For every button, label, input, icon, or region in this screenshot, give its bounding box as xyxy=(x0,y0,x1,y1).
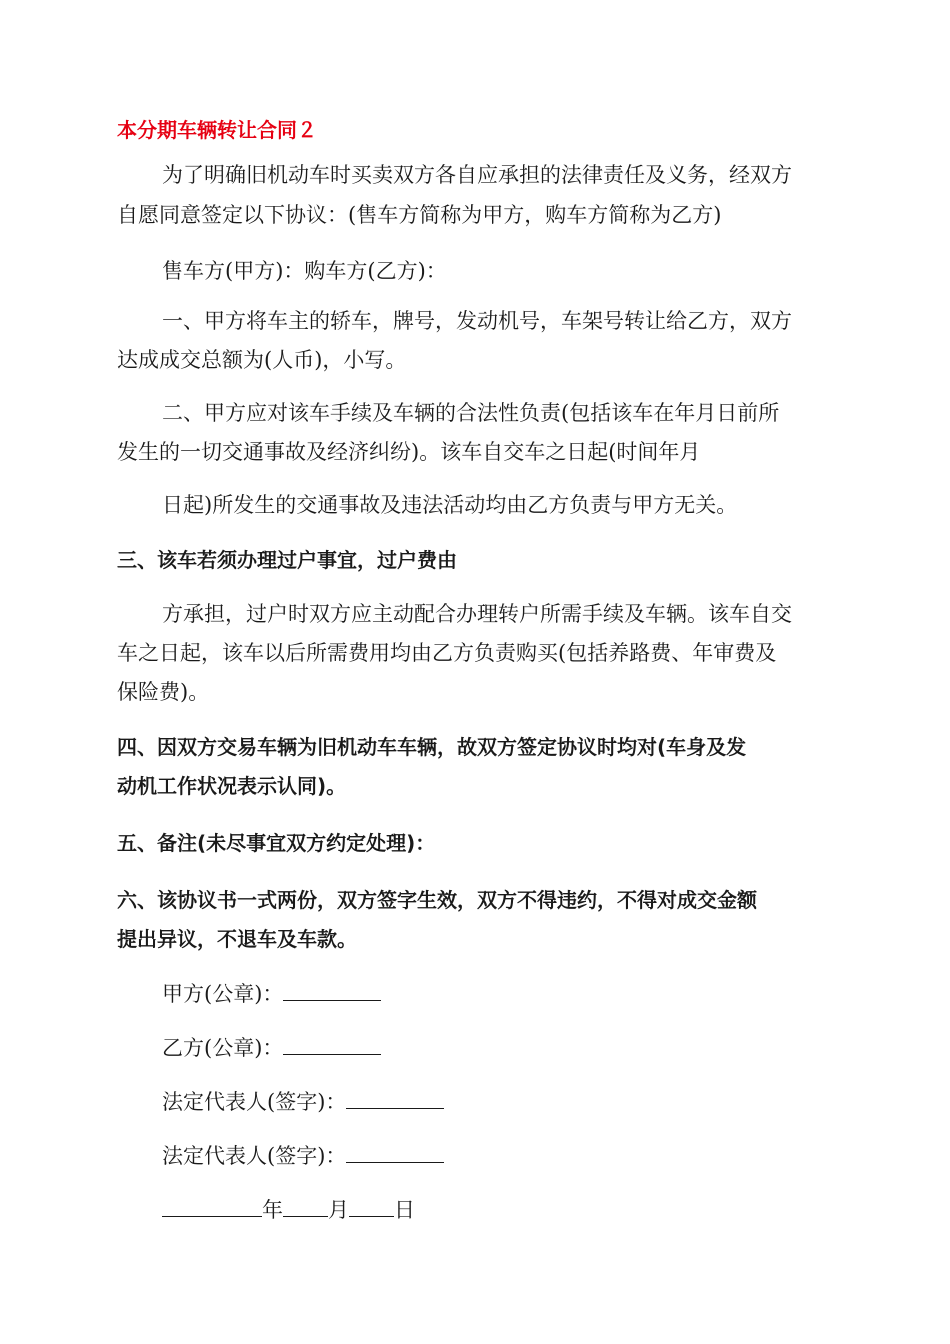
clause4-line-1: 四、因双方交易车辆为旧机动车车辆，故双方签定协议时均对(车身及发 xyxy=(117,735,747,759)
signature-party-a xyxy=(162,980,381,1007)
intro-line-2: 自愿同意签定以下协议：(售车方简称为甲方，购车方简称为乙方) xyxy=(117,203,722,227)
signature-legal-rep-1 xyxy=(162,1088,444,1115)
signature-party-a-label: 甲方(公章)： xyxy=(162,982,284,1006)
date-month-label: 月 xyxy=(328,1198,349,1222)
signature-legal-rep-2-label: 法定代表人(签字)： xyxy=(162,1144,347,1168)
date-line xyxy=(162,1196,415,1223)
date-month-blank[interactable] xyxy=(283,1196,328,1217)
clause3-line-2: 车之日起，该车以后所需费用均由乙方负责购买(包括养路费、年审费及 xyxy=(117,641,777,665)
date-day-label: 日 xyxy=(394,1198,415,1222)
parties-line: 售车方(甲方)：购车方(乙方)： xyxy=(162,259,447,283)
clause1-line-2: 达成成交总额为(人币)，小写。 xyxy=(117,348,407,372)
signature-party-b-label: 乙方(公章)： xyxy=(162,1036,284,1060)
signature-party-b xyxy=(162,1034,381,1061)
date-year-label: 年 xyxy=(262,1198,283,1222)
clause6-line-1: 六、该协议书一式两份，双方签字生效，双方不得违约，不得对成交金额 xyxy=(117,888,757,912)
clause2-line-3: 日起)所发生的交通事故及违法活动均由乙方负责与甲方无关。 xyxy=(162,493,738,517)
clause2-line-1: 二、甲方应对该车手续及车辆的合法性负责(包括该车在年月日前所 xyxy=(162,401,780,425)
signature-legal-rep-1-blank[interactable] xyxy=(346,1088,444,1109)
clause3-line-3: 保险费)。 xyxy=(117,680,210,704)
date-year-blank[interactable] xyxy=(162,1196,262,1217)
intro-line-1: 为了明确旧机动车时买卖双方各自应承担的法律责任及义务，经双方 xyxy=(162,163,792,187)
signature-party-a-blank[interactable] xyxy=(283,980,381,1001)
signature-legal-rep-2 xyxy=(162,1142,444,1169)
clause3-line-1: 方承担，过户时双方应主动配合办理转户所需手续及车辆。该车自交 xyxy=(162,602,792,626)
date-day-blank[interactable] xyxy=(349,1196,394,1217)
clause6-line-2: 提出异议，不退车及车款。 xyxy=(117,927,357,951)
document-title: 本分期车辆转让合同２ xyxy=(117,118,317,142)
clause5-line: 五、备注(未尽事宜双方约定处理)： xyxy=(117,831,436,855)
clause1-line-1: 一、甲方将车主的轿车，牌号，发动机号，车架号转让给乙方，双方 xyxy=(162,309,792,333)
signature-party-b-blank[interactable] xyxy=(283,1034,381,1055)
signature-legal-rep-2-blank[interactable] xyxy=(346,1142,444,1163)
signature-legal-rep-1-label: 法定代表人(签字)： xyxy=(162,1090,347,1114)
clause4-line-2: 动机工作状况表示认同)。 xyxy=(117,774,347,798)
clause2-line-2: 发生的一切交通事故及经济纠纷)。该车自交车之日起(时间年月 xyxy=(117,440,701,464)
clause3-heading: 三、该车若须办理过户事宜，过户费由 xyxy=(117,548,457,572)
